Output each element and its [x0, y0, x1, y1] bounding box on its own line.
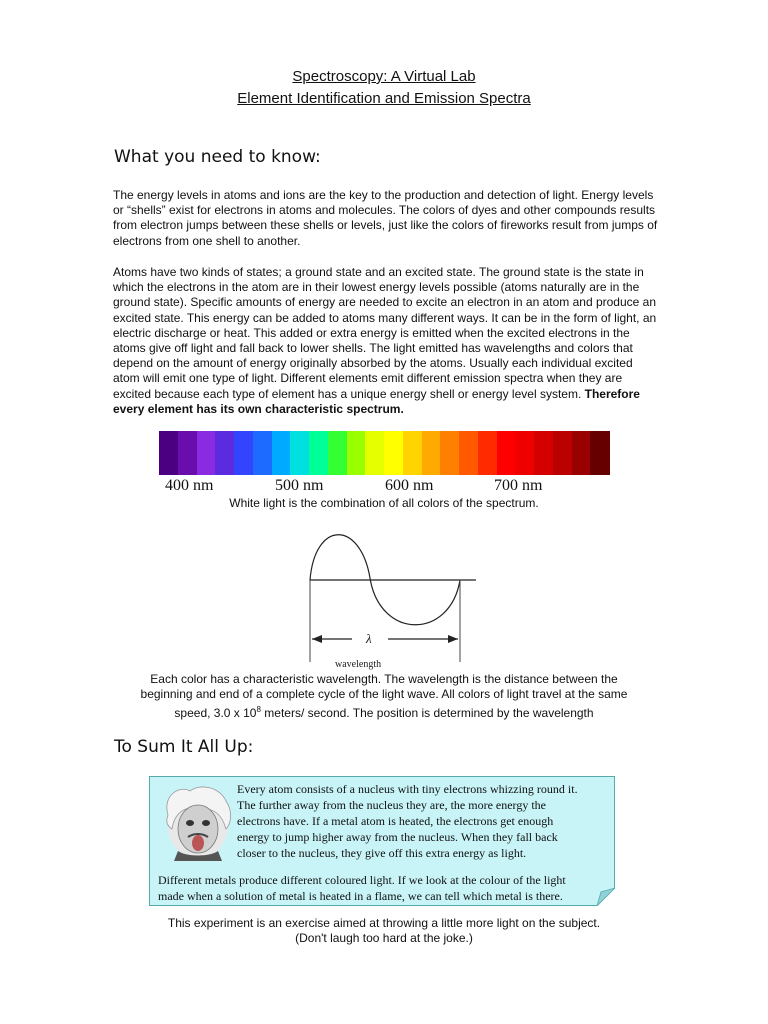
spectrum-band — [159, 431, 178, 475]
section-heading-need-to-know: What you need to know: — [114, 147, 321, 167]
arrowhead-right — [448, 635, 458, 643]
spectrum-band — [440, 431, 459, 475]
lambda-symbol: λ — [366, 631, 372, 646]
spectrum-band — [215, 431, 234, 475]
spectrum-band — [178, 431, 197, 475]
spectrum-band — [403, 431, 422, 475]
title-line-1: Spectroscopy: A Virtual Lab — [292, 68, 476, 85]
wavelength-diagram — [300, 530, 485, 670]
spectrum-label-400: 400 nm — [165, 477, 214, 494]
spectrum-band — [478, 431, 497, 475]
arrowhead-left — [312, 635, 322, 643]
spectrum-band — [328, 431, 347, 475]
spectrum-label-600: 600 nm — [385, 477, 434, 494]
spectrum-label-700: 700 nm — [494, 477, 543, 494]
summary-line-4: energy to jump higher away from the nucleus. When they fall back — [237, 830, 558, 844]
characteristic-spectrum-statement: Therefore every element has its own characteristic spectrum. — [113, 386, 640, 416]
wave-caption-line-3: speed, 3.0 x $10^8$ meters/ second. The position is determined by the wavelength — [174, 705, 594, 720]
wave-caption-line-1: Each color has a characteristic wavelength. The wavelength is the distance between the — [150, 672, 618, 686]
spectrum-band — [347, 431, 366, 475]
wave-caption-line-2: beginning and end of a complete cycle of the light wave. All colors of light travel at the same — [140, 687, 628, 701]
spectrum-band — [422, 431, 441, 475]
summary-line-7: made when a solution of metal is heated in a flame, we can tell which metal is there. — [158, 889, 563, 903]
spectrum-band — [234, 431, 253, 475]
paragraph-atom-states — [113, 265, 661, 417]
spectrum-band — [515, 431, 534, 475]
spectrum-band — [197, 431, 216, 475]
paragraph-energy-levels: The energy levels in atoms and ions are the key to the production and detection of light. Energy levels or “shells” exist for electrons in atoms and molecules. The colors of dyes and other compounds results from electron jumps between these shells or levels, just like the colors of fireworks result from jumps of electrons from one shell to another. — [113, 188, 658, 248]
spectrum-band — [384, 431, 403, 475]
spectrum-band — [534, 431, 553, 475]
page-curl-corner — [597, 888, 615, 906]
spectrum-band — [553, 431, 572, 475]
spectrum-band — [290, 431, 309, 475]
spectrum-caption: White light is the combination of all colors of the spectrum. — [229, 496, 539, 510]
exponent: 8 — [256, 705, 261, 714]
spectrum-band — [309, 431, 328, 475]
spectrum-band — [365, 431, 384, 475]
spectrum-label-500: 500 nm — [275, 477, 324, 494]
summary-line-5: closer to the nucleus, they give off this extra energy as light. — [237, 846, 527, 860]
summary-line-1: Every atom consists of a nucleus with tiny electrons whizzing round it. — [237, 782, 578, 796]
spectrum-band — [590, 431, 609, 475]
paragraph-atom-states-text: Atoms have two kinds of states; a ground state and an excited state. The ground state is the state in which the electrons in the atom are in their lowest energy levels possible (atoms naturally are in the ground state). Specific amounts of energy are needed to excite an electron in an atom and produce an excited state. This energy can be added to atoms many different ways. It can be in the form of light, an electric discharge or heat. This added or extra energy is emitted when the excited electrons in the atoms give off light and fall back to lower shells. The light emitted has wavelengths and colors that depend on the amount of energy originally absorbed by the atoms. Usually each individual excited atom will emit one type of light. Different elements emit different emission spectra when they are excited because each type of element has a unique energy shell or energy level system. — [113, 265, 657, 401]
visible-spectrum-bar — [159, 431, 609, 475]
summary-line-6: Different metals produce different coloured light. If we look at the colour of the light — [158, 873, 566, 887]
einstein-portrait-image — [160, 785, 234, 861]
spectrum-band — [497, 431, 516, 475]
footer-line-1: This experiment is an exercise aimed at throwing a little more light on the subject. — [167, 916, 601, 930]
summary-line-3: electrons have. If a metal atom is heated, the electrons get enough — [237, 814, 554, 828]
summary-line-2: The further away from the nucleus they are, the more energy the — [237, 798, 546, 812]
spectrum-band — [272, 431, 291, 475]
summary-callout-box — [149, 776, 615, 906]
wavelength-label: wavelength — [335, 659, 382, 670]
footer-line-2: (Don't laugh too hard at the joke.) — [295, 931, 473, 945]
title-line-2: Element Identification and Emission Spectra — [237, 90, 531, 107]
section-heading-sum-up: To Sum It All Up: — [114, 737, 254, 757]
spectrum-band — [253, 431, 272, 475]
spectrum-band — [459, 431, 478, 475]
spectrum-band — [572, 431, 591, 475]
